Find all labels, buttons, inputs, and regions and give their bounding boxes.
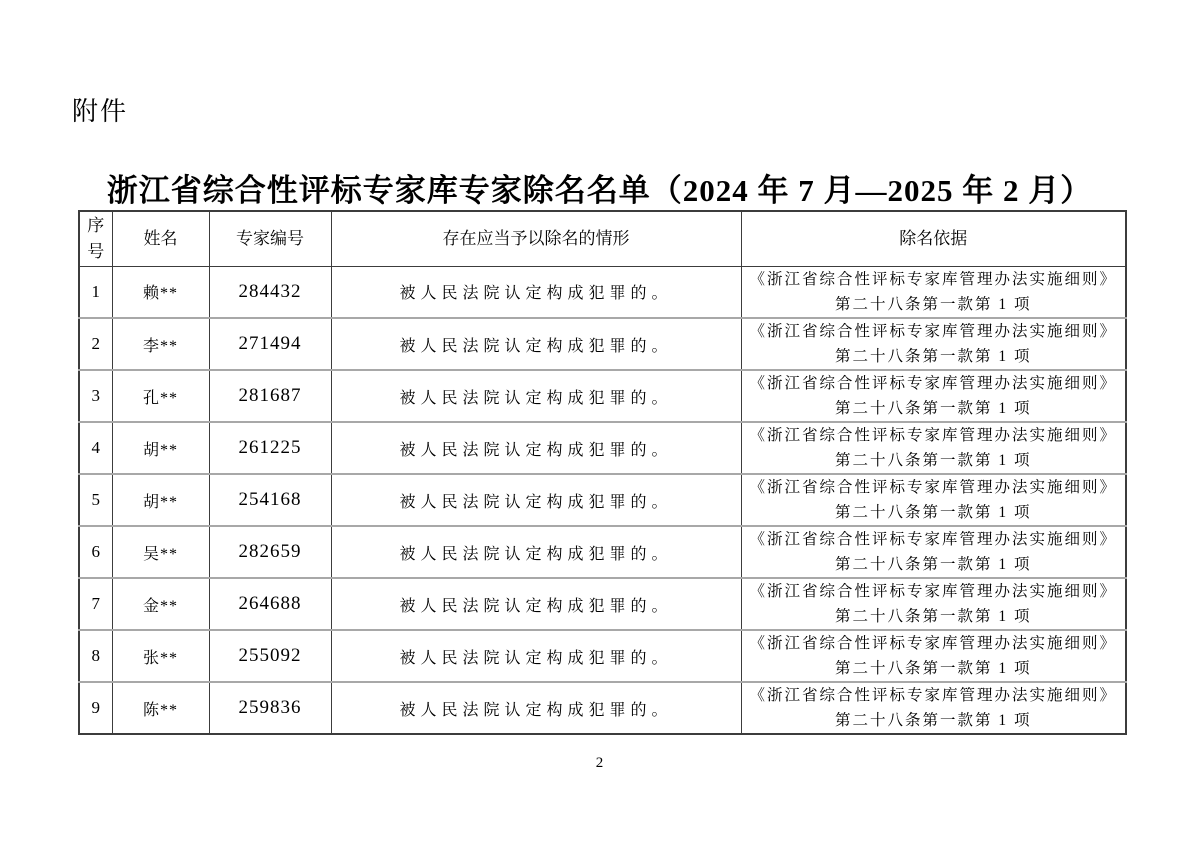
cell-situation: 被人民法院认定构成犯罪的。 (331, 370, 741, 422)
cell-name: 张** (112, 630, 209, 682)
basis-line-2: 第二十八条第一款第 1 项 (834, 348, 1032, 365)
cell-name: 胡** (112, 474, 209, 526)
basis-line-1: 《浙江省综合性评标专家库管理办法实施细则》 (749, 270, 1117, 288)
header-cell-expert-id: 专家编号 (209, 211, 331, 266)
cell-name: 吴** (112, 526, 209, 578)
basis-line-1: 《浙江省综合性评标专家库管理办法实施细则》 (749, 687, 1117, 704)
cell-no: 1 (79, 266, 112, 318)
cell-no: 7 (79, 578, 112, 630)
cell-basis (741, 370, 1126, 422)
cell-situation: 被人民法院认定构成犯罪的。 (331, 630, 741, 682)
cell-expert-id: 282659 (209, 526, 331, 578)
basis-line-2: 第二十八条第一款第 1 项 (834, 504, 1032, 521)
table-row (79, 474, 1126, 526)
table-row (79, 370, 1126, 422)
basis-line-2: 第二十八条第一款第 1 项 (834, 295, 1032, 313)
basis-line-1: 《浙江省综合性评标专家库管理办法实施细则》 (749, 531, 1117, 548)
cell-situation: 被人民法院认定构成犯罪的。 (331, 422, 741, 474)
cell-expert-id: 255092 (209, 630, 331, 682)
cell-basis (741, 630, 1126, 682)
cell-name: 李** (112, 318, 209, 370)
expert-removal-table (78, 210, 1127, 735)
cell-situation: 被人民法院认定构成犯罪的。 (331, 682, 741, 734)
cell-situation: 被人民法院认定构成犯罪的。 (331, 266, 741, 318)
cell-name: 陈** (112, 682, 209, 734)
cell-no: 9 (79, 682, 112, 734)
cell-name: 赖** (112, 266, 209, 318)
header-cell-name: 姓名 (112, 211, 209, 266)
cell-basis (741, 526, 1126, 578)
header-cell-situation: 存在应当予以除名的情形 (331, 211, 741, 266)
cell-situation: 被人民法院认定构成犯罪的。 (331, 474, 741, 526)
cell-name: 孔** (112, 370, 209, 422)
basis-line-2: 第二十八条第一款第 1 项 (834, 556, 1032, 573)
cell-expert-id: 271494 (209, 318, 331, 370)
basis-line-1: 《浙江省综合性评标专家库管理办法实施细则》 (749, 635, 1117, 652)
table-row (79, 578, 1126, 630)
cell-situation: 被人民法院认定构成犯罪的。 (331, 318, 741, 370)
cell-basis (741, 682, 1126, 734)
table-header-row (79, 211, 1126, 266)
basis-line-1: 《浙江省综合性评标专家库管理办法实施细则》 (749, 479, 1117, 496)
cell-expert-id: 264688 (209, 578, 331, 630)
cell-no: 6 (79, 526, 112, 578)
cell-basis (741, 578, 1126, 630)
cell-name: 金** (112, 578, 209, 630)
basis-line-2: 第二十八条第一款第 1 项 (834, 608, 1032, 625)
basis-line-1: 《浙江省综合性评标专家库管理办法实施细则》 (749, 375, 1117, 392)
attachment-label: 附件 (72, 96, 129, 126)
page-title: 浙江省综合性评标专家库专家除名名单（2024 年 7 月—2025 年 2 月） (106, 173, 1093, 208)
basis-line-2: 第二十八条第一款第 1 项 (834, 712, 1032, 729)
table-row (79, 266, 1126, 318)
page-number: 2 (595, 755, 604, 771)
basis-line-1: 《浙江省综合性评标专家库管理办法实施细则》 (749, 323, 1117, 340)
table-row (79, 422, 1126, 474)
basis-line-1: 《浙江省综合性评标专家库管理办法实施细则》 (749, 427, 1117, 444)
table-row (79, 682, 1126, 734)
cell-expert-id: 254168 (209, 474, 331, 526)
table-row (79, 318, 1126, 370)
cell-situation: 被人民法院认定构成犯罪的。 (331, 526, 741, 578)
basis-line-1: 《浙江省综合性评标专家库管理办法实施细则》 (749, 583, 1117, 600)
cell-expert-id: 259836 (209, 682, 331, 734)
table-row (79, 526, 1126, 578)
basis-line-2: 第二十八条第一款第 1 项 (834, 452, 1032, 469)
cell-expert-id: 281687 (209, 370, 331, 422)
cell-no: 3 (79, 370, 112, 422)
cell-basis (741, 422, 1126, 474)
table-row (79, 630, 1126, 682)
cell-basis (741, 266, 1126, 318)
cell-no: 2 (79, 318, 112, 370)
cell-expert-id: 261225 (209, 422, 331, 474)
cell-expert-id: 284432 (209, 266, 331, 318)
cell-situation: 被人民法院认定构成犯罪的。 (331, 578, 741, 630)
cell-basis (741, 318, 1126, 370)
cell-basis (741, 474, 1126, 526)
basis-line-2: 第二十八条第一款第 1 项 (834, 400, 1032, 417)
cell-name: 胡** (112, 422, 209, 474)
cell-no: 5 (79, 474, 112, 526)
header-cell-no: 序号 (79, 211, 112, 266)
header-cell-basis: 除名依据 (741, 211, 1126, 266)
basis-line-2: 第二十八条第一款第 1 项 (834, 660, 1032, 677)
cell-no: 4 (79, 422, 112, 474)
cell-no: 8 (79, 630, 112, 682)
